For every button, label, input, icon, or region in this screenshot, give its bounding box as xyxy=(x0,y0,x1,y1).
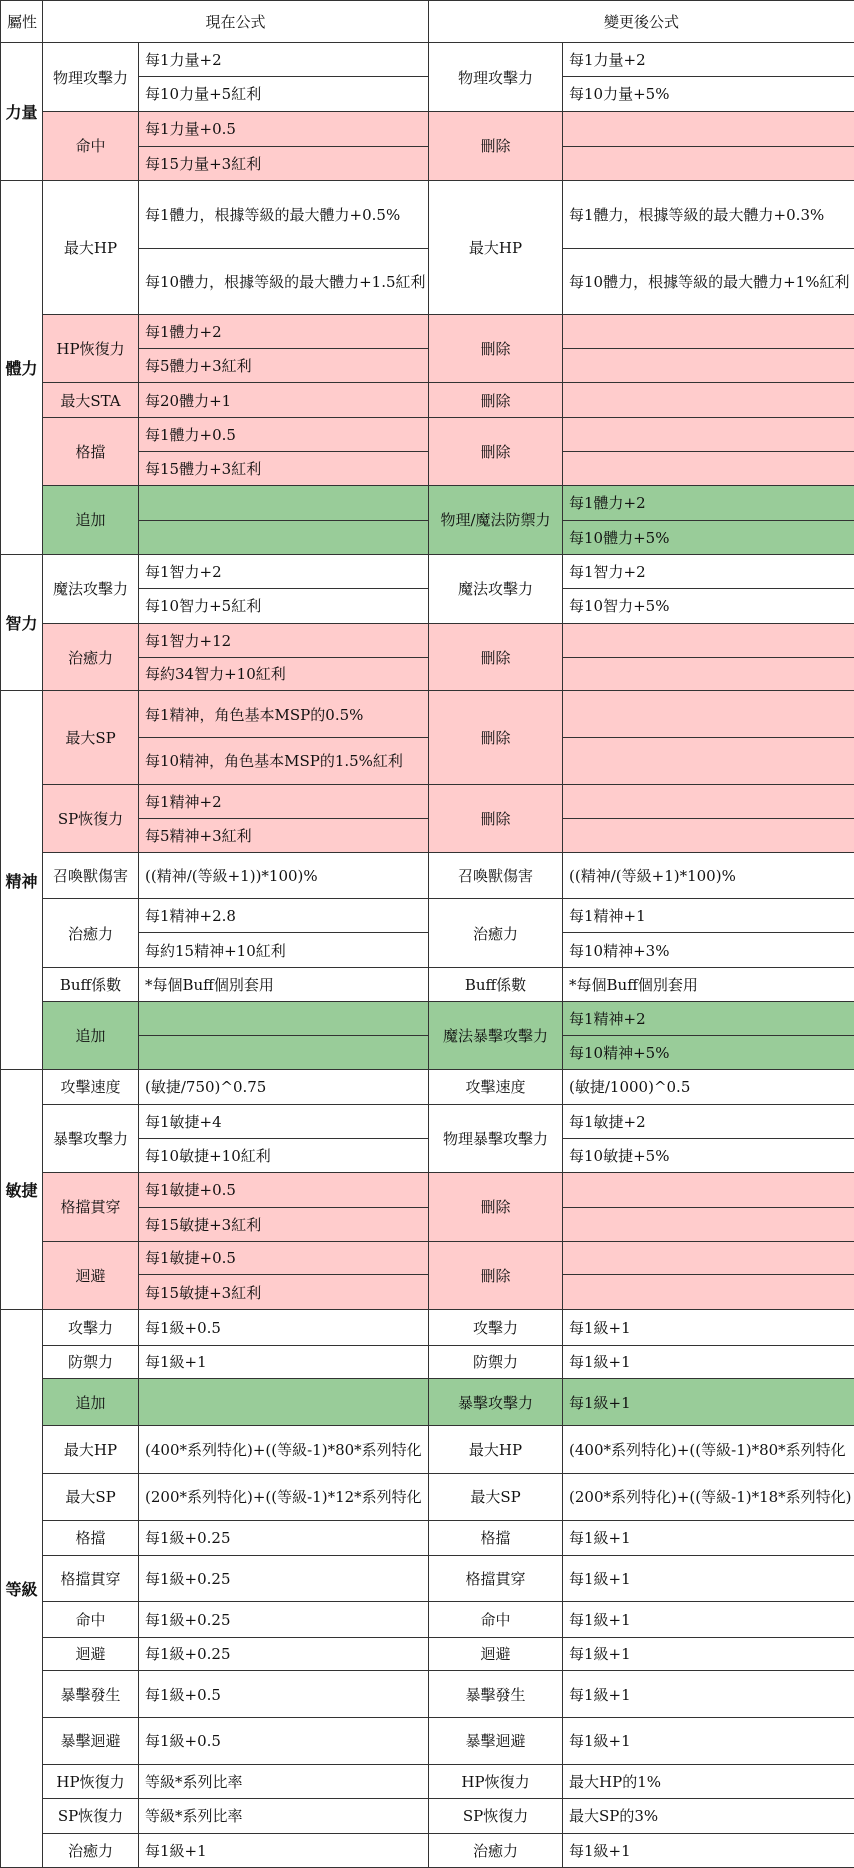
formula-row xyxy=(1,315,854,349)
formula-row xyxy=(1,1426,854,1474)
current-attribute-cell: 最大SP xyxy=(43,1474,139,1521)
changed-formula-cell xyxy=(563,818,854,852)
current-formula-cell: 每10智力+5紅利 xyxy=(139,588,429,623)
formula-row xyxy=(1,1345,854,1379)
current-formula-cell: 每1敏捷+0.5 xyxy=(139,1241,429,1275)
changed-formula-cell: 每1級+1 xyxy=(563,1345,854,1379)
current-formula-cell: 每10體力，根據等級的最大體力+1.5紅利 xyxy=(139,248,429,315)
formula-row xyxy=(1,1798,854,1833)
changed-formula-cell xyxy=(563,451,854,485)
current-formula-cell: 每10精神，角色基本MSP的1.5%紅利 xyxy=(139,738,429,785)
changed-formula-cell: 每10精神+3% xyxy=(563,933,854,968)
current-attribute-cell: 魔法攻擊力 xyxy=(43,554,139,623)
current-attribute-cell: 格擋貫穿 xyxy=(43,1172,139,1241)
changed-attribute-cell: 刪除 xyxy=(429,418,563,486)
current-attribute-cell: 治癒力 xyxy=(43,623,139,691)
current-formula-cell: 每1級+0.25 xyxy=(139,1555,429,1602)
current-formula-cell: 每1體力+0.5 xyxy=(139,418,429,452)
formula-row xyxy=(1,111,854,146)
current-formula-cell: 每5體力+3紅利 xyxy=(139,349,429,383)
changed-attribute-cell: 刪除 xyxy=(429,111,563,180)
current-attribute-cell: 格擋貫穿 xyxy=(43,1555,139,1602)
changed-attribute-cell: 最大HP xyxy=(429,180,563,314)
changed-formula-cell xyxy=(563,691,854,738)
current-attribute-cell: HP恢復力 xyxy=(43,315,139,383)
current-attribute-cell: 治癒力 xyxy=(43,1833,139,1867)
formula-row xyxy=(1,1555,854,1602)
changed-formula-cell xyxy=(563,1172,854,1207)
formula-row xyxy=(1,1671,854,1718)
current-attribute-cell: 迴避 xyxy=(43,1241,139,1310)
current-attribute-cell: 防禦力 xyxy=(43,1345,139,1379)
changed-formula-cell: 每10精神+5% xyxy=(563,1035,854,1069)
current-attribute-cell: 格擋 xyxy=(43,1520,139,1555)
changed-formula-cell xyxy=(563,657,854,691)
current-formula-cell: (200*系列特化)+((等級-1)*12*系列特化 xyxy=(139,1474,429,1521)
formula-row xyxy=(1,1637,854,1671)
current-formula-cell: 每1精神，角色基本MSP的0.5% xyxy=(139,691,429,738)
current-formula-cell: 每1級+0.25 xyxy=(139,1637,429,1671)
changed-formula-cell: 每1級+1 xyxy=(563,1310,854,1345)
changed-formula-cell xyxy=(563,315,854,349)
current-formula-cell xyxy=(139,1002,429,1036)
changed-attribute-cell: SP恢復力 xyxy=(429,1798,563,1833)
changed-formula-cell xyxy=(563,382,854,417)
formula-row xyxy=(1,691,854,738)
formula-row xyxy=(1,554,854,588)
changed-formula-cell: 每1敏捷+2 xyxy=(563,1104,854,1138)
current-formula-cell: 每15敏捷+3紅利 xyxy=(139,1275,429,1310)
changed-formula-cell: 每1級+1 xyxy=(563,1602,854,1637)
current-attribute-cell: 暴擊攻擊力 xyxy=(43,1104,139,1172)
changed-attribute-cell: 召喚獸傷害 xyxy=(429,852,563,899)
current-formula-cell: 每1精神+2 xyxy=(139,784,429,818)
changed-formula-cell xyxy=(563,1241,854,1275)
current-formula-cell xyxy=(139,520,429,554)
formula-row xyxy=(1,1002,854,1036)
current-formula-cell xyxy=(139,1379,429,1426)
current-formula-cell: 等級*系列比率 xyxy=(139,1764,429,1798)
current-formula-cell: 每約34智力+10紅利 xyxy=(139,657,429,691)
changed-formula-cell: (400*系列特化)+((等級-1)*80*系列特化 xyxy=(563,1426,854,1474)
stat-category-cell: 力量 xyxy=(1,43,43,181)
changed-formula-cell: 每1級+1 xyxy=(563,1718,854,1765)
current-formula-cell: 每1精神+2.8 xyxy=(139,899,429,933)
current-attribute-cell: 追加 xyxy=(43,1379,139,1426)
current-formula-cell: 每約15精神+10紅利 xyxy=(139,933,429,968)
changed-formula-cell: 每1智力+2 xyxy=(563,554,854,588)
formula-row xyxy=(1,180,854,248)
formula-row xyxy=(1,1520,854,1555)
current-attribute-cell: 最大STA xyxy=(43,382,139,417)
stat-category-cell: 精神 xyxy=(1,691,43,1069)
current-formula-cell: 每1級+0.5 xyxy=(139,1310,429,1345)
current-formula-cell: ((精神/(等級+1))*100)% xyxy=(139,852,429,899)
stat-category-cell: 體力 xyxy=(1,180,43,554)
current-formula-cell: 每1級+1 xyxy=(139,1833,429,1867)
current-attribute-cell: 追加 xyxy=(43,1002,139,1070)
current-formula-cell: 每1智力+2 xyxy=(139,554,429,588)
changed-formula-cell: 每1精神+1 xyxy=(563,899,854,933)
current-formula-cell: (敏捷/750)^0.75 xyxy=(139,1069,429,1104)
current-formula-cell: (400*系列特化)+((等級-1)*80*系列特化 xyxy=(139,1426,429,1474)
current-attribute-cell: 治癒力 xyxy=(43,899,139,968)
changed-attribute-cell: 物理/魔法防禦力 xyxy=(429,485,563,554)
changed-attribute-cell: Buff係數 xyxy=(429,968,563,1002)
changed-attribute-cell: 魔法暴擊攻擊力 xyxy=(429,1002,563,1070)
changed-attribute-cell: 最大SP xyxy=(429,1474,563,1521)
formula-row xyxy=(1,899,854,933)
changed-attribute-cell: 刪除 xyxy=(429,1172,563,1241)
current-attribute-cell: 命中 xyxy=(43,1602,139,1637)
current-formula-cell: 每10敏捷+10紅利 xyxy=(139,1138,429,1172)
current-formula-cell: 每15力量+3紅利 xyxy=(139,147,429,181)
changed-attribute-cell: 攻擊力 xyxy=(429,1310,563,1345)
changed-formula-cell xyxy=(563,623,854,657)
current-formula-cell: 每1體力，根據等級的最大體力+0.5% xyxy=(139,180,429,248)
formula-row xyxy=(1,784,854,818)
current-attribute-cell: 暴擊發生 xyxy=(43,1671,139,1718)
changed-formula-cell: (敏捷/1000)^0.5 xyxy=(563,1069,854,1104)
changed-attribute-cell: 刪除 xyxy=(429,784,563,852)
changed-attribute-cell: 刪除 xyxy=(429,691,563,784)
current-formula-cell: 每1級+0.5 xyxy=(139,1718,429,1765)
current-formula-cell: 每15敏捷+3紅利 xyxy=(139,1207,429,1241)
changed-attribute-cell: 物理暴擊攻擊力 xyxy=(429,1104,563,1172)
changed-formula-cell: 每1級+1 xyxy=(563,1833,854,1867)
current-attribute-cell: 暴擊迴避 xyxy=(43,1718,139,1765)
formula-row xyxy=(1,1474,854,1521)
current-attribute-cell: 最大SP xyxy=(43,691,139,784)
header-changed-formula: 變更後公式 xyxy=(429,1,854,43)
formula-row xyxy=(1,1310,854,1345)
formula-row xyxy=(1,1602,854,1637)
current-formula-cell: 每15體力+3紅利 xyxy=(139,451,429,485)
current-attribute-cell: 最大HP xyxy=(43,180,139,314)
changed-attribute-cell: 防禦力 xyxy=(429,1345,563,1379)
current-formula-cell: 每1級+1 xyxy=(139,1345,429,1379)
changed-formula-cell xyxy=(563,418,854,452)
changed-attribute-cell: 刪除 xyxy=(429,382,563,417)
current-attribute-cell: Buff係數 xyxy=(43,968,139,1002)
current-formula-cell: 每1級+0.25 xyxy=(139,1602,429,1637)
changed-formula-cell: 每1級+1 xyxy=(563,1520,854,1555)
current-attribute-cell: 攻擊力 xyxy=(43,1310,139,1345)
formula-row xyxy=(1,1833,854,1867)
changed-formula-cell: 每1級+1 xyxy=(563,1555,854,1602)
current-attribute-cell: 追加 xyxy=(43,485,139,554)
changed-attribute-cell: 格擋貫穿 xyxy=(429,1555,563,1602)
changed-attribute-cell: 治癒力 xyxy=(429,1833,563,1867)
changed-formula-cell xyxy=(563,738,854,785)
changed-attribute-cell: HP恢復力 xyxy=(429,1764,563,1798)
changed-attribute-cell: 物理攻擊力 xyxy=(429,43,563,112)
changed-formula-cell: 每1級+1 xyxy=(563,1671,854,1718)
formula-row xyxy=(1,382,854,417)
formula-row xyxy=(1,43,854,77)
formula-row xyxy=(1,1718,854,1765)
header-stat: 屬性 xyxy=(1,1,43,43)
changed-formula-cell: 每10體力+5% xyxy=(563,520,854,554)
changed-formula-cell xyxy=(563,147,854,181)
changed-attribute-cell: 最大HP xyxy=(429,1426,563,1474)
formula-row xyxy=(1,1241,854,1275)
current-attribute-cell: 格擋 xyxy=(43,418,139,486)
formula-row xyxy=(1,1379,854,1426)
changed-formula-cell: 最大HP的1% xyxy=(563,1764,854,1798)
changed-formula-cell: 最大SP的3% xyxy=(563,1798,854,1833)
changed-attribute-cell: 刪除 xyxy=(429,1241,563,1310)
current-formula-cell: 等級*系列比率 xyxy=(139,1798,429,1833)
changed-formula-cell: *每個Buff個別套用 xyxy=(563,968,854,1002)
changed-attribute-cell: 魔法攻擊力 xyxy=(429,554,563,623)
formula-row xyxy=(1,1069,854,1104)
current-formula-cell: 每5精神+3紅利 xyxy=(139,818,429,852)
header-row xyxy=(1,1,854,43)
changed-formula-cell: 每10智力+5% xyxy=(563,588,854,623)
changed-formula-cell xyxy=(563,784,854,818)
changed-formula-cell: 每1體力，根據等級的最大體力+0.3% xyxy=(563,180,854,248)
current-formula-cell: 每1智力+12 xyxy=(139,623,429,657)
changed-attribute-cell: 命中 xyxy=(429,1602,563,1637)
current-attribute-cell: 物理攻擊力 xyxy=(43,43,139,112)
current-attribute-cell: SP恢復力 xyxy=(43,784,139,852)
changed-attribute-cell: 攻擊速度 xyxy=(429,1069,563,1104)
changed-formula-cell: 每1力量+2 xyxy=(563,43,854,77)
current-attribute-cell: 召喚獸傷害 xyxy=(43,852,139,899)
changed-formula-cell: 每10敏捷+5% xyxy=(563,1138,854,1172)
changed-attribute-cell: 刪除 xyxy=(429,315,563,383)
current-formula-cell: 每1力量+0.5 xyxy=(139,111,429,146)
changed-attribute-cell: 暴擊發生 xyxy=(429,1671,563,1718)
current-formula-cell: 每10力量+5紅利 xyxy=(139,76,429,111)
changed-formula-cell xyxy=(563,111,854,146)
header-current-formula: 現在公式 xyxy=(43,1,429,43)
changed-formula-cell: 每10力量+5% xyxy=(563,76,854,111)
formula-row xyxy=(1,1764,854,1798)
current-formula-cell xyxy=(139,485,429,520)
formula-row xyxy=(1,968,854,1002)
changed-attribute-cell: 格擋 xyxy=(429,1520,563,1555)
changed-formula-cell xyxy=(563,349,854,383)
current-formula-cell: 每1級+0.25 xyxy=(139,1520,429,1555)
changed-formula-cell: 每1體力+2 xyxy=(563,485,854,520)
formula-row xyxy=(1,485,854,520)
current-attribute-cell: SP恢復力 xyxy=(43,1798,139,1833)
stat-category-cell: 等級 xyxy=(1,1310,43,1868)
current-formula-cell xyxy=(139,1035,429,1069)
formula-row xyxy=(1,1104,854,1138)
current-attribute-cell: 命中 xyxy=(43,111,139,180)
current-formula-cell: 每1敏捷+0.5 xyxy=(139,1172,429,1207)
current-attribute-cell: 迴避 xyxy=(43,1637,139,1671)
current-formula-cell: *每個Buff個別套用 xyxy=(139,968,429,1002)
current-formula-cell: 每1敏捷+4 xyxy=(139,1104,429,1138)
changed-formula-cell xyxy=(563,1207,854,1241)
current-formula-cell: 每1級+0.5 xyxy=(139,1671,429,1718)
formula-row xyxy=(1,852,854,899)
changed-attribute-cell: 刪除 xyxy=(429,623,563,691)
current-attribute-cell: HP恢復力 xyxy=(43,1764,139,1798)
changed-attribute-cell: 暴擊迴避 xyxy=(429,1718,563,1765)
formula-row xyxy=(1,418,854,452)
changed-attribute-cell: 治癒力 xyxy=(429,899,563,968)
changed-formula-cell: 每1精神+2 xyxy=(563,1002,854,1036)
changed-formula-cell: 每1級+1 xyxy=(563,1637,854,1671)
changed-attribute-cell: 迴避 xyxy=(429,1637,563,1671)
changed-formula-cell: 每10體力，根據等級的最大體力+1%紅利 xyxy=(563,248,854,315)
current-formula-cell: 每1體力+2 xyxy=(139,315,429,349)
stat-category-cell: 敏捷 xyxy=(1,1069,43,1310)
changed-formula-cell: 每1級+1 xyxy=(563,1379,854,1426)
current-attribute-cell: 最大HP xyxy=(43,1426,139,1474)
changed-formula-cell xyxy=(563,1275,854,1310)
stat-category-cell: 智力 xyxy=(1,554,43,691)
current-formula-cell: 每1力量+2 xyxy=(139,43,429,77)
current-formula-cell: 每20體力+1 xyxy=(139,382,429,417)
current-attribute-cell: 攻擊速度 xyxy=(43,1069,139,1104)
formula-row xyxy=(1,1172,854,1207)
changed-formula-cell: (200*系列特化)+((等級-1)*18*系列特化) xyxy=(563,1474,854,1521)
formula-row xyxy=(1,623,854,657)
changed-attribute-cell: 暴擊攻擊力 xyxy=(429,1379,563,1426)
changed-formula-cell: ((精神/(等級+1)*100)% xyxy=(563,852,854,899)
